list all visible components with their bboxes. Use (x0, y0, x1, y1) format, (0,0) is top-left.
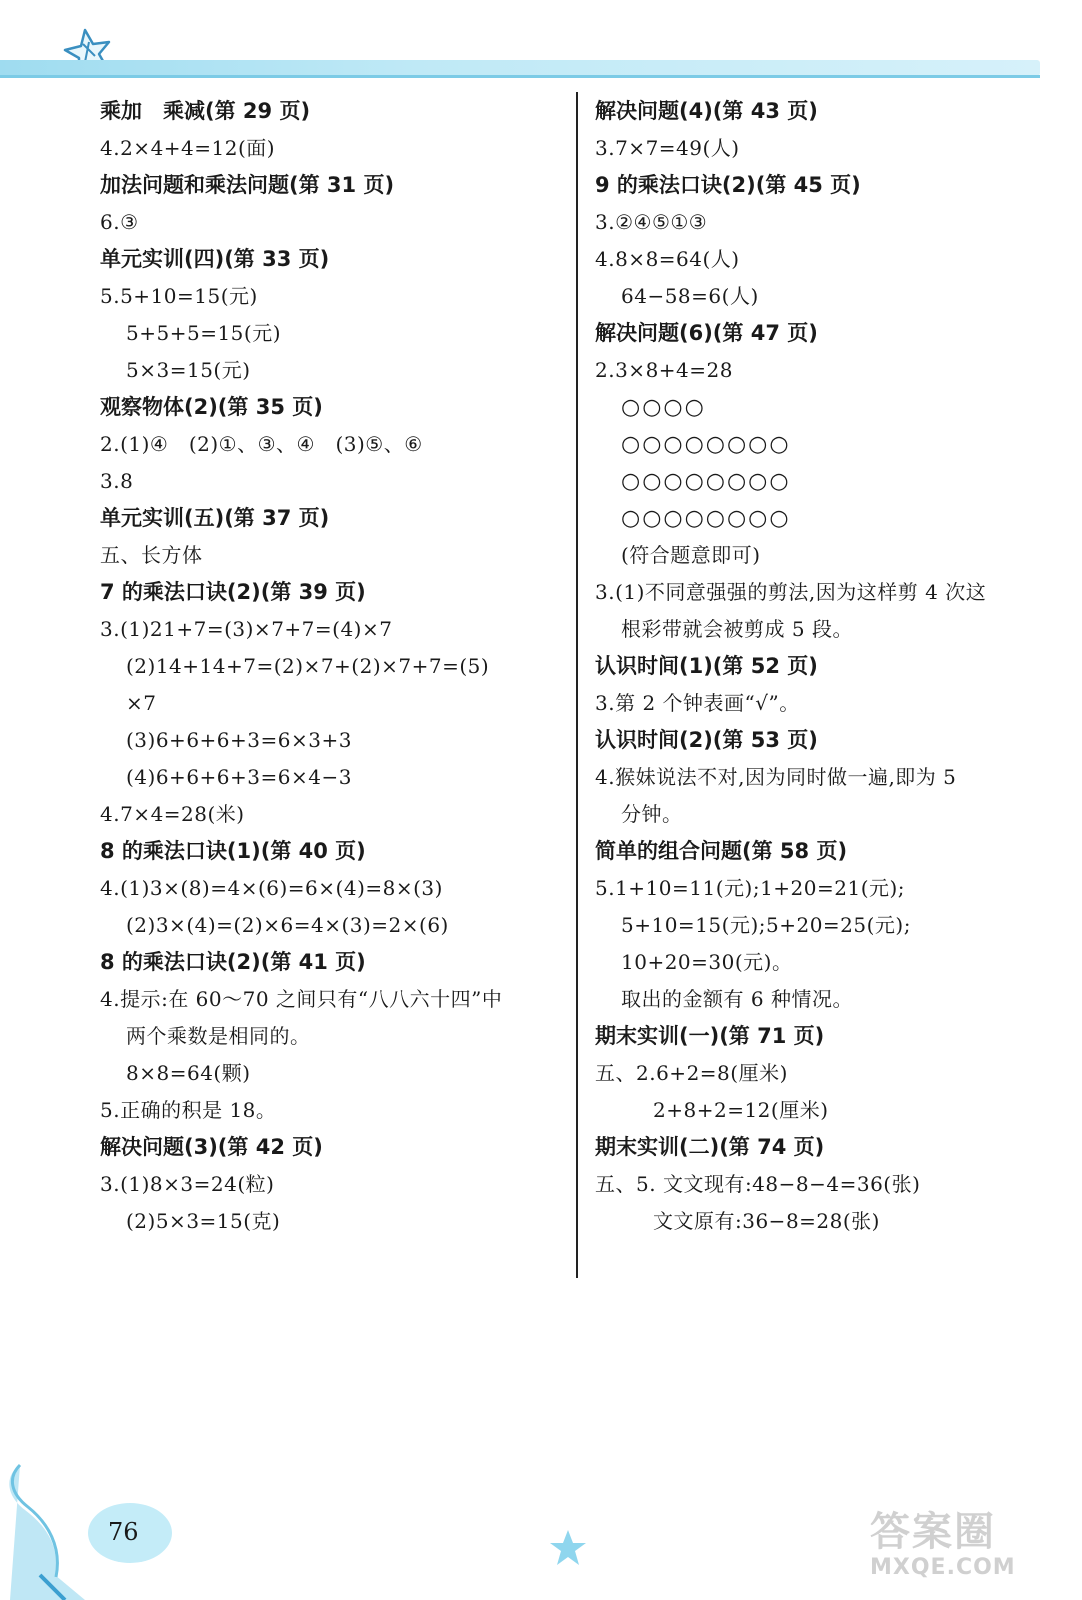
answer-line: 5+10=15(元);5+20=25(元); (621, 913, 911, 937)
answer-line: 两个乘数是相同的。 (126, 1024, 311, 1048)
answer-line: 文文原有:36−8=28(张) (653, 1209, 880, 1233)
section-heading: 8 的乘法口诀(1)(第 40 页) (100, 839, 366, 863)
answer-line: (符合题意即可) (621, 543, 761, 567)
circle-diagram-row: ○○○○○○○○ (621, 506, 791, 531)
column-divider (576, 92, 578, 1278)
answer-line: 3.8 (100, 469, 134, 493)
answer-line: 4.猴妹说法不对,因为同时做一遍,即为 5 (595, 765, 957, 789)
section-heading: 乘加 乘减(第 29 页) (100, 99, 311, 123)
header-rule (0, 75, 1040, 78)
header-bar (0, 60, 1040, 76)
answer-line: 3.7×7=49(人) (595, 136, 740, 160)
watermark-url: MXQE.COM (870, 1555, 1016, 1580)
answer-line: 2+8+2=12(厘米) (653, 1098, 829, 1122)
circle-diagram-row: ○○○○ (621, 395, 706, 420)
section-heading: 认识时间(2)(第 53 页) (595, 728, 818, 752)
answer-line: 3.第 2 个钟表画“√”。 (595, 691, 800, 715)
right-column (595, 93, 1050, 1240)
circle-diagram-row: ○○○○○○○○ (621, 432, 791, 457)
answer-line: 5.5+10=15(元) (100, 284, 258, 308)
watermark (870, 1500, 1060, 1595)
answer-line: 64−58=6(人) (621, 284, 759, 308)
corner-decoration-icon (0, 1455, 200, 1600)
section-heading: 解决问题(4)(第 43 页) (595, 99, 818, 123)
section-heading: 7 的乘法口诀(2)(第 39 页) (100, 580, 366, 604)
answer-line: 五、5. 文文现有:48−8−4=36(张) (595, 1172, 921, 1196)
answer-line: 2.(1)④ (2)①、③、④ (3)⑤、⑥ (100, 432, 423, 456)
answer-line: 4.(1)3×(8)=4×(6)=6×(4)=8×(3) (100, 876, 443, 900)
circle-diagram-row: ○○○○○○○○ (621, 469, 791, 494)
answer-line: 4.7×4=28(米) (100, 802, 245, 826)
answer-line: (3)6+6+6+3=6×3+3 (126, 728, 352, 752)
answer-line: 取出的金额有 6 种情况。 (621, 987, 853, 1011)
section-heading: 认识时间(1)(第 52 页) (595, 654, 818, 678)
answer-line: 根彩带就会被剪成 5 段。 (621, 617, 853, 641)
answer-line: 5.正确的积是 18。 (100, 1098, 277, 1122)
answer-line: 五、2.6+2=8(厘米) (595, 1061, 788, 1085)
answer-line: 2.3×8+4=28 (595, 358, 733, 382)
answer-line: 4.提示:在 60～70 之间只有“八八六十四”中 (100, 987, 503, 1011)
answer-line: (4)6+6+6+3=6×4−3 (126, 765, 352, 789)
answer-line: (2)3×(4)=(2)×6=4×(3)=2×(6) (126, 913, 449, 937)
answer-line: 3.②④⑤①③ (595, 210, 708, 234)
section-heading: 期末实训(二)(第 74 页) (595, 1135, 825, 1159)
section-heading: 单元实训(五)(第 37 页) (100, 506, 330, 530)
answer-line: 五、长方体 (100, 543, 203, 567)
answer-line: ×7 (126, 691, 157, 715)
section-heading: 解决问题(3)(第 42 页) (100, 1135, 323, 1159)
section-heading: 8 的乘法口诀(2)(第 41 页) (100, 950, 366, 974)
answer-line: 5×3=15(元) (126, 358, 251, 382)
watermark-title: 答案圈 (870, 1509, 996, 1555)
answer-line: 10+20=30(元)。 (621, 950, 793, 974)
answer-line: 8×8=64(颗) (126, 1061, 251, 1085)
answer-line: (2)5×3=15(克) (126, 1209, 281, 1233)
answer-line: 5+5+5=15(元) (126, 321, 282, 345)
section-heading: 期末实训(一)(第 71 页) (595, 1024, 825, 1048)
left-column (100, 93, 560, 1240)
answer-line: 3.(1)8×3=24(粒) (100, 1172, 275, 1196)
page-number: 76 (108, 1518, 139, 1546)
answer-line: 6.③ (100, 210, 139, 234)
answer-line: 分钟。 (621, 802, 683, 826)
star-icon (548, 1528, 588, 1568)
section-heading: 9 的乘法口诀(2)(第 45 页) (595, 173, 861, 197)
answer-line: 3.(1)不同意强强的剪法,因为这样剪 4 次这 (595, 580, 987, 604)
answer-line: 5.1+10=11(元);1+20=21(元); (595, 876, 906, 900)
section-heading: 简单的组合问题(第 58 页) (595, 839, 848, 863)
answer-line: 4.8×8=64(人) (595, 247, 740, 271)
answer-line: 4.2×4+4=12(面) (100, 136, 276, 160)
section-heading: 加法问题和乘法问题(第 31 页) (100, 173, 395, 197)
section-heading: 解决问题(6)(第 47 页) (595, 321, 818, 345)
answer-line: (2)14+14+7=(2)×7+(2)×7+7=(5) (126, 654, 490, 678)
section-heading: 单元实训(四)(第 33 页) (100, 247, 330, 271)
answer-line: 3.(1)21+7=(3)×7+7=(4)×7 (100, 617, 393, 641)
section-heading: 观察物体(2)(第 35 页) (100, 395, 323, 419)
